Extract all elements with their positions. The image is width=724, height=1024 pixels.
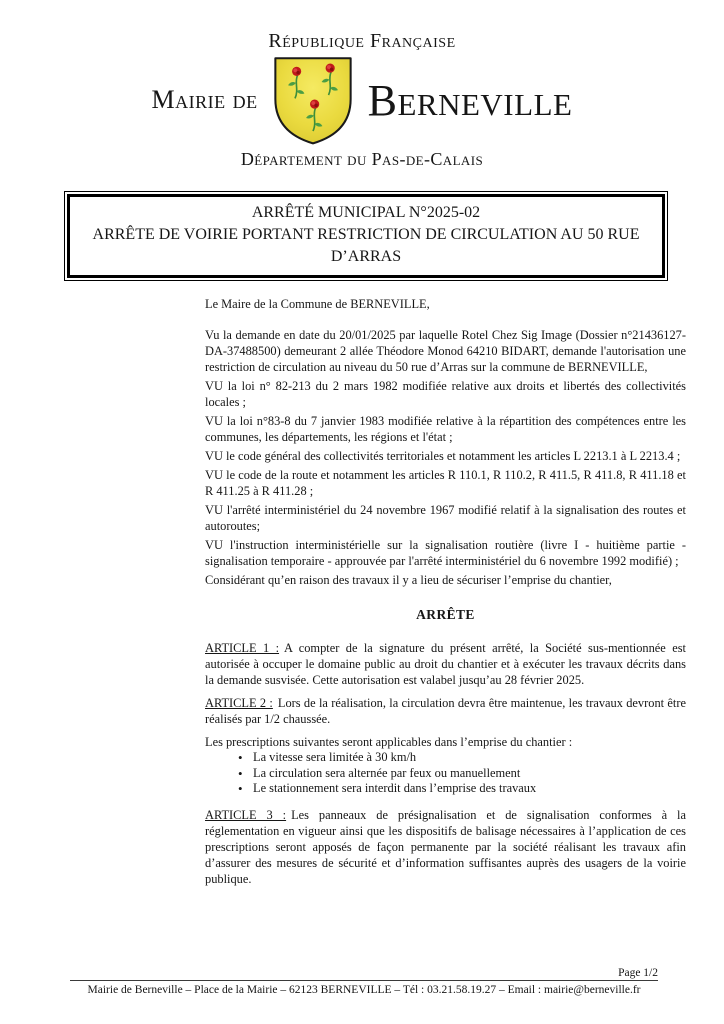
prescription-item-parking: • Le stationnement sera interdit dans l’emprise des travaux <box>205 781 686 797</box>
article-2-label: ARTICLE 2 : <box>205 696 273 710</box>
page-footer <box>70 967 658 996</box>
paragraph-vu-arrete-1967: VU l'arrêté interministériel du 24 novembre 1967 modifié relatif à la signalisation des routes et autoroutes; <box>205 503 686 533</box>
arrete-number-line: ARRÊTÉ MUNICIPAL N°2025-02 <box>251 204 481 221</box>
republique-francaise-heading: République Française <box>268 30 456 52</box>
arrete-heading: ARRÊTE <box>416 607 475 622</box>
commune-name: Berneville <box>367 75 573 125</box>
berneville-coat-of-arms-icon <box>264 55 362 145</box>
paragraph-vu-code-route: VU le code de la route et notamment les articles R 110.1, R 110.2, R 411.5, R 411.8, R 411.18 et R 411.25 à R 411.28 ; <box>205 468 686 498</box>
brand-row <box>0 55 724 145</box>
paragraph-vu-code-collectivites: VU le code général des collectivités territoriales et notamment les articles L 2213.1 à L 2213.4 ; <box>205 449 681 463</box>
prescription-list <box>205 750 686 797</box>
salutation: Le Maire de la Commune de BERNEVILLE, <box>205 297 430 311</box>
footer-contact: Mairie de Berneville – Place de la Mairie – 62123 BERNEVILLE – Tél : 03.21.58.19.27 – Email : mairie@berneville.fr <box>87 984 641 996</box>
prescriptions-block <box>205 734 686 797</box>
footer-divider <box>70 980 658 981</box>
paragraph-vu-loi-82-213: VU la loi n° 82-213 du 2 mars 1982 modifiée relative aux droits et libertés des collectivités locales ; <box>205 379 686 409</box>
prescriptions-intro: Les prescriptions suivantes seront applicables dans l’emprise du chantier : <box>205 735 573 749</box>
title-box <box>64 191 668 281</box>
paragraph-considerant: Considérant qu’en raison des travaux il y a lieu de sécuriser l’emprise du chantier, <box>205 573 612 587</box>
article-1-label: ARTICLE 1 : <box>205 641 280 655</box>
paragraph-demande: Vu la demande en date du 20/01/2025 par laquelle Rotel Chez Sig Image (Dossier n°21436127-DA-37488500) demeurant 2 allée Théodore Monod 64210 BIDART, demande l'autorisation une restriction de circulation au niveau du 50 rue d’Arras sur la commune de BERNEVILLE, <box>205 328 686 374</box>
page-number: Page 1/2 <box>618 967 658 979</box>
paragraph-vu-loi-83-8: VU la loi n°83-8 du 7 janvier 1983 modifiée relative à la répartition des compétences entre les communes, les départements, les régions et l'état ; <box>205 414 686 444</box>
departement-heading: Département du Pas-de-Calais <box>240 149 484 169</box>
article-2-text: Lors de la réalisation, la circulation devra être maintenue, les travaux devront être réalisés par 1/2 chaussée. <box>205 696 686 726</box>
prescription-item-speed: • La vitesse sera limitée à 30 km/h <box>205 750 686 766</box>
article-3 <box>205 807 686 887</box>
arrete-subject-line: ARRÊTE DE VOIRIE PORTANT RESTRICTION DE CIRCULATION AU 50 RUE D’ARRAS <box>92 226 640 265</box>
prescription-item-alternate: • La circulation sera alternée par feux ou manuellement <box>205 766 686 782</box>
mairie-de-label: Mairie de <box>151 85 258 114</box>
article-3-label: ARTICLE 3 : <box>205 807 287 822</box>
article-3-text: Les panneaux de présignalisation et de signalisation conformes à la réglementation en vigueur ainsi que les dispositifs de balisage nécessaires à l’application de ces prescriptions seront apposés de façon permanente par la société réalisant les travaux afin d’assurer des mesures de sécurité et d’information suffisantes auprès des usagers de la voirie publique. <box>205 807 686 886</box>
article-1-text: A compter de la signature du présent arrêté, la Société sus-mentionnée est autorisée à occuper le domaine public au droit du chantier et à exécuter les travaux décrits dans la demande susvisée. Cette autorisation est valabel jusqu’au 28 février 2025. <box>205 641 686 687</box>
paragraph-vu-instruction: VU l'instruction interministérielle sur la signalisation routière (livre I - huitième partie - signalisation temporaire - approuvée par l'arrêté interministériel du 6 novembre 1992 modifié) ; <box>205 538 686 568</box>
article-1 <box>205 640 686 688</box>
article-2 <box>205 695 686 727</box>
document-body <box>205 296 686 887</box>
